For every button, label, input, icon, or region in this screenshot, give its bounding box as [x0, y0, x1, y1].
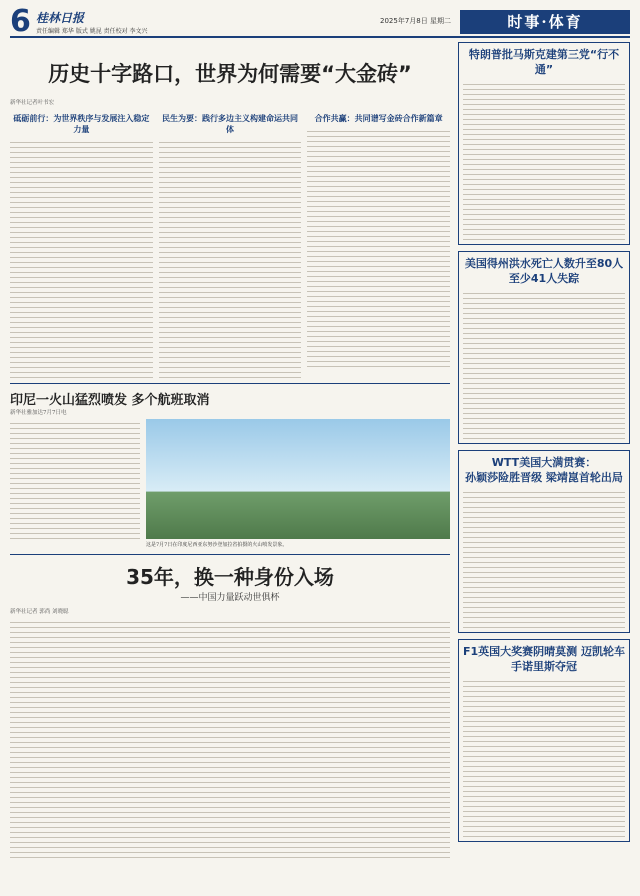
editors-line: 责任编辑 郑华 版式 姚昆 责任校对 李文兴 [36, 28, 148, 35]
story2-source: 新华社雅加达7月7日电 [10, 410, 67, 416]
main-source: 新华社记者叶书宏 [10, 100, 55, 106]
right-story1-headline: 特朗普批马斯克建第三党“行不通” [468, 48, 620, 76]
story3-headline: 35年，换一种身份入场 [126, 565, 334, 589]
right-story3-pre: WTT美国大满贯赛： [491, 456, 597, 469]
body-text [307, 127, 450, 367]
right-story4-headline: F1英国大奖赛阴晴莫测 迈凯轮车手诺里斯夺冠 [463, 645, 625, 673]
main-body [10, 109, 450, 378]
volcano-photo [146, 419, 450, 539]
story3-text [10, 618, 450, 858]
page-number: 6 [10, 4, 31, 39]
page-header [10, 6, 630, 38]
story2-headline: 印尼一火山猛烈喷发 多个航班取消 [10, 393, 210, 408]
right-column [458, 42, 630, 848]
subhead-1: 砥砺前行：为世界秩序与发展注入稳定力量 [13, 113, 150, 134]
story2-text [10, 419, 140, 539]
story3-subtitle: ——中国力量跃动世俱杯 [180, 593, 280, 603]
photo-caption: 这是7月7日在印度尼西亚东努沙登加拉省拍摄的火山喷发景象。 [146, 542, 288, 548]
masthead-logo: 桂林日报 [36, 11, 85, 25]
subhead-2: 民生为要：践行多边主义构建命运共同体 [162, 113, 298, 134]
story3-source: 新华社记者 郭尚 刘晓聪 [10, 609, 69, 615]
section-title: 时事·体育 [460, 10, 630, 34]
subhead-3: 合作共赢：共同谱写金砖合作新篇章 [314, 113, 443, 123]
right-story3-headline: 孙颖莎险胜晋级 梁靖崑首轮出局 [465, 471, 623, 484]
issue-date: 2025年7月8日 星期二 [380, 17, 451, 25]
right-story2-headline: 美国得州洪水死亡人数升至80人至少41人失踪 [464, 257, 624, 285]
body-text [10, 138, 153, 378]
main-column [10, 42, 450, 858]
main-headline: 历史十字路口，世界为何需要“大金砖” [48, 62, 412, 86]
body-text [159, 138, 302, 378]
